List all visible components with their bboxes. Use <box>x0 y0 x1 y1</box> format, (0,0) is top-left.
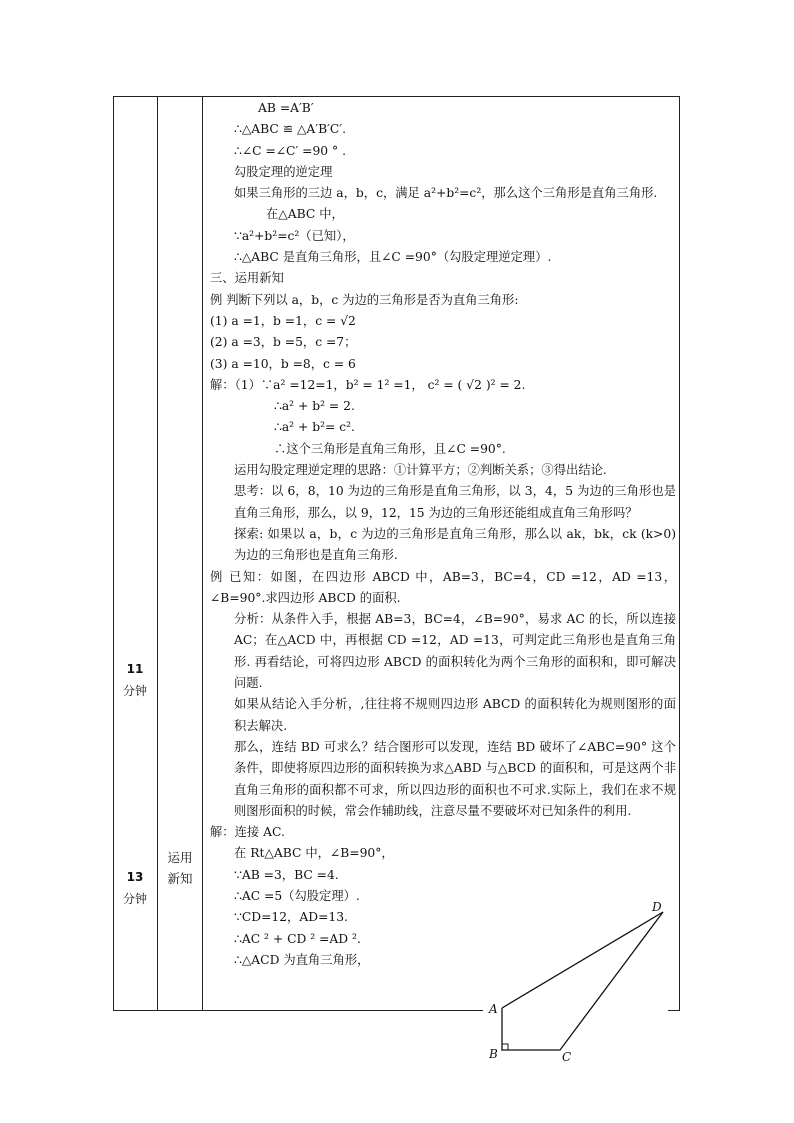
time-number: 13 <box>126 870 144 884</box>
content-line: (3) a =10，b =8，c = 6 <box>210 356 356 371</box>
time-unit: 分钟 <box>122 892 147 906</box>
content-line: ∴∠C =∠C′ =90 ° . <box>234 143 346 158</box>
stage-cell <box>158 847 202 889</box>
vertex-label-d: D <box>652 900 662 914</box>
time-number: 11 <box>126 662 144 676</box>
table-border-right <box>679 96 680 1011</box>
quadrilateral-figure <box>480 895 700 1070</box>
content-line: 在 Rt△ABC 中，∠B=90°， <box>234 846 394 861</box>
content-line: ∴这个三角形是直角三角形，且∠C =90°. <box>274 441 506 456</box>
stage-label-line2: 新知 <box>167 871 193 886</box>
time-cell-second <box>113 866 157 910</box>
content-line: (2) a =3，b =5，c =7； <box>210 335 357 350</box>
content-line: ∴△ABC 是直角三角形，且∠C =90°（勾股定理逆定理）. <box>234 250 552 265</box>
table-divider-2 <box>202 96 203 1011</box>
right-angle-mark <box>502 1044 508 1050</box>
table-border-bottom-left <box>113 1010 483 1011</box>
content-line: ∴a² + b² = 2. <box>274 399 355 414</box>
content-line: 那么，连结 BD 可求么？结合图形可以发现，连结 BD 破坏了∠ABC=90° 这个条件，即使将原四边形的面积转换为求△ABD 与△BCD 的面积和，可是这两个非直角三角形的面积都不可求，所以四边形的面积也不可求.实际上，我们在求不规则图形面积的时候，常会作辅助线，注意尽量不要破坏对已知条件的利用. <box>234 739 676 818</box>
content-line: (1) a =1，b =1，c = √2 <box>210 313 356 328</box>
content-line: 如果从结论入手分析，,往往将不规则四边形 ABCD 的面积转化为规则图形的面积去解决. <box>234 697 676 733</box>
content-line: ∴△ABC ≌ △A′B′C′. <box>234 122 347 137</box>
content-line: 三、运用新知 <box>210 271 284 286</box>
vertex-label-c: C <box>562 1050 572 1064</box>
content-line: ∴△ACD 为直角三角形， <box>234 952 370 967</box>
content-line: 分析：从条件入手，根据 AB=3，BC=4，∠B=90°，易求 AC 的长，所以连接 AC；在△ACD 中，再根据 CD =12，AD =13，可判定此三角形也是直角三角形. 再看结论，可将四边形 ABCD 的面积转化为两个三角形的面积和，即可解决问题. <box>234 612 676 691</box>
content-line: 如果三角形的三边 a，b，c，满足 a²+b²=c²，那么这个三角形是直角三角形. <box>234 186 658 201</box>
content-line: 解：（1）∵a² =12=1，b² = 1² =1， c² = ( √2 )² = 2. <box>210 377 526 392</box>
content-line: ∵CD=12，AD=13. <box>234 910 348 925</box>
vertex-label-a: A <box>489 1002 498 1016</box>
table-border-top <box>113 96 680 97</box>
content-line: ∵AB =3，BC =4. <box>234 867 339 882</box>
quadrilateral-diagram <box>480 895 700 1070</box>
content-line: ∴a² + b²= c². <box>274 420 355 435</box>
quadrilateral-outline <box>502 912 663 1050</box>
content-line: 解：连接 AC. <box>210 825 285 840</box>
content-line: 勾股定理的逆定理 <box>234 164 333 179</box>
content-line: 例 判断下列以 a，b，c 为边的三角形是否为直角三角形: <box>210 292 519 307</box>
time-unit: 分钟 <box>122 684 147 698</box>
vertex-label-b: B <box>489 1047 498 1061</box>
content-line: ∵a²+b²=c²（已知）， <box>234 228 355 243</box>
stage-label-line1: 运用 <box>167 850 193 865</box>
content-line: 运用勾股定理逆定理的思路：①计算平方；②判断关系；③得出结论. <box>234 463 607 478</box>
content-line: ∴AC ² + CD ² =AD ². <box>234 931 361 946</box>
content-line: 在△ABC 中， <box>266 207 344 222</box>
content-line: AB =A′B′ <box>258 101 314 115</box>
content-line: 例 已知：如图，在四边形 ABCD 中，AB=3，BC=4，CD =12，AD =13，∠B=90°.求四边形 ABCD 的面积. <box>210 569 676 605</box>
lesson-content <box>210 98 676 971</box>
content-line: 探索: 如果以 a，b，c 为边的三角形是直角三角形，那么以 ak，bk，ck (k>0) 为边的三角形也是直角三角形. <box>234 526 676 563</box>
content-line: 思考：以 6，8，10 为边的三角形是直角三角形，以 3，4，5 为边的三角形也是直角三角形，那么，以 9，12，15 为边的三角形还能组成直角三角形吗？ <box>234 484 676 520</box>
time-cell-first <box>113 658 157 702</box>
content-line: ∴AC =5（勾股定理）. <box>234 888 360 903</box>
